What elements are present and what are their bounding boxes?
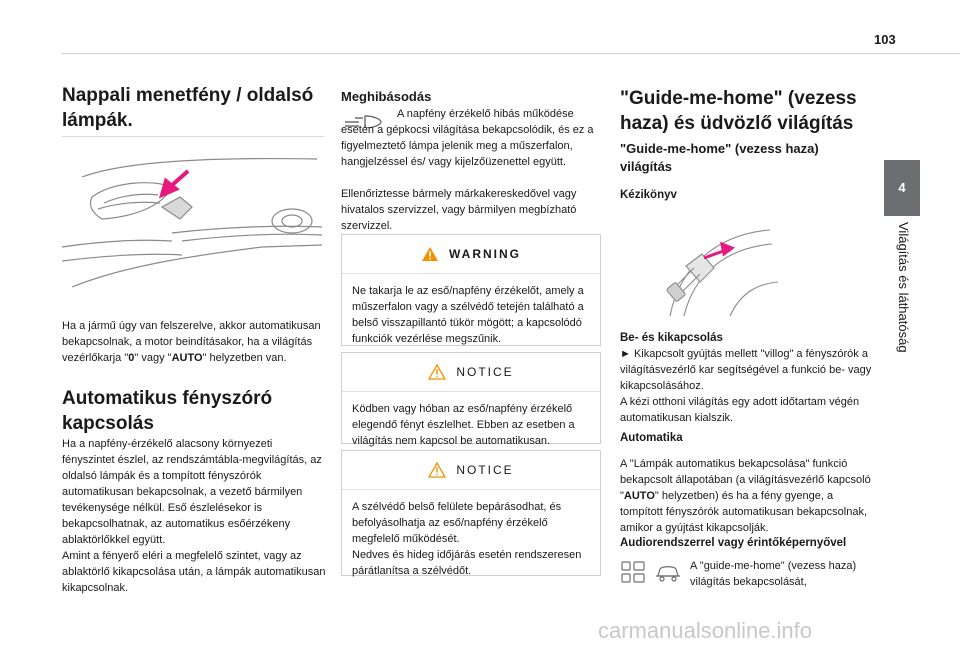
notice-box-1-header	[342, 353, 600, 392]
warning-box-header	[342, 235, 600, 274]
auto-heading: Automatika	[620, 432, 683, 444]
malfunction-paragraph: A napfény érzékelő hibás működése esetén a gépkocsi világítása bekapcsolódik, és ez a figyelmeztető lámpa jelenik meg a műszerfalon, hangjelzéssel és/ vagy kijelzőüzenettel együtt.	[341, 108, 594, 168]
notice-1-text: Ködben vagy hóban az eső/napfény érzékelő elegendő fényt észlelhet. Ebben az esetben a világítás nem kapcsol be automatikusan.	[352, 403, 575, 447]
notice-triangle-icon	[428, 364, 446, 380]
notice-box-2-header	[342, 451, 600, 490]
malfunction-paragraph-2: Ellenőriztesse bármely márkakereskedővel vagy hivatalos szervizzel, vagy bármilyen megbízható szervizzel.	[341, 188, 577, 232]
notice-box-2	[341, 450, 601, 576]
notice-2-text: A szélvédő belső felülete bepárásodhat, és befolyásolhatja az eső/napfény érzékelő megfelelő működését.	[352, 501, 562, 545]
warning-text: Ne takarja le az eső/napfény érzékelőt, amely a műszerfalon vagy a szélvédő tetején található a belső visszapillantó tükör mögött; a kapcsolódó funkciók vezérlése megszűnik.	[352, 285, 584, 345]
section-title-daytime-lights: Nappali menetfény / oldalsó lámpák.	[62, 85, 314, 131]
warning-triangle-icon	[421, 246, 439, 262]
car-front-headlight-figure	[62, 136, 324, 301]
notice-1-label: NOTICE	[456, 365, 514, 379]
notice-box-1	[341, 352, 601, 447]
section-title-auto-headlights: Automatikus fényszóró kapcsolás	[62, 388, 273, 434]
notice-2-label: NOTICE	[456, 463, 514, 477]
audio-icons	[620, 560, 684, 586]
subtitle-guide-me-home: "Guide-me-home" (vezess haza) világítás	[620, 141, 819, 174]
warning-box	[341, 234, 601, 346]
audio-text: A "guide-me-home" (vezess haza) világítás bekapcsolását,	[690, 560, 857, 588]
onoff-text: ► Kikapcsolt gyújtás mellett "villog" a fényszórók a világításvezérlő kar segítségével a funkció be- vagy kikapcsolásához.	[620, 348, 872, 392]
steering-stalk-icon	[660, 224, 780, 318]
onoff-heading: Be- és kikapcsolás	[620, 332, 723, 344]
chapter-title-vertical: Világítás és láthatóság	[896, 222, 911, 353]
steering-stalk-figure	[660, 224, 780, 318]
car-front-headlight-icon	[62, 137, 324, 301]
chapter-tab-underline	[884, 214, 920, 216]
page-number: 103	[874, 32, 896, 47]
auto-headlights-paragraph-2: Amint a fényerő eléri a megfelelő szintet, vagy az ablaktörlő kikapcsolása után, a lámpák automatikusan kikapcsolnak.	[62, 550, 326, 594]
chapter-tab[interactable]	[884, 160, 920, 214]
section-title-guide-me-home: "Guide-me-home" (vezess haza) és üdvözlő világítás	[620, 88, 857, 134]
notice-2-text-2: Nedves és hideg időjárás esetén rendszeresen párátlanítsa a szélvédőt.	[352, 549, 582, 577]
onoff-text-2: A kézi otthoni világítás egy adott időtartam végén automatikusan kialszik.	[620, 396, 860, 424]
header-divider	[62, 53, 960, 54]
app-grid-icon	[620, 560, 648, 584]
daytime-lights-paragraph: Ha a jármű úgy van felszerelve, akkor automatikusan bekapcsolnak, a motor beindításakor, ha a világítás vezérlőkarja "0" vagy "AUTO" helyzetben van.	[62, 320, 321, 364]
chapter-number: 4	[898, 179, 906, 195]
auto-headlights-paragraph: Ha a napfény-érzékelő alacsony környezeti fényszintet észlel, az rendszámtábla-megvilágítás, az oldalsó lámpák és a tompított fényszórók automatikusan bekapcsolnak, a vezető bármilyen tevékenysége nélkül. Eső észlelésekor is bekapcsolhatnak, az automatikus esőérzékeny ablaktörlőkkel együtt.	[62, 438, 322, 546]
car-light-icon	[654, 560, 682, 584]
watermark: carmanualsonline.info	[598, 618, 813, 643]
audio-heading: Audiorendszerrel vagy érintőképernyővel	[620, 537, 847, 549]
manual-heading: Kézikönyv	[620, 189, 677, 201]
section-title-malfunction: Meghibásodás	[341, 89, 432, 104]
auto-text: A "Lámpák automatikus bekapcsolása" funkció bekapcsolt állapotában (a világításvezérlő kapcsoló "AUTO" helyzetben) és ha a fény gyenge, a tompított fényszórók automatikusan bekapcsolnak, amikor a gyújtást kikapcsolják.	[620, 458, 871, 534]
warning-label: WARNING	[449, 247, 521, 261]
notice-triangle-icon	[428, 462, 446, 478]
